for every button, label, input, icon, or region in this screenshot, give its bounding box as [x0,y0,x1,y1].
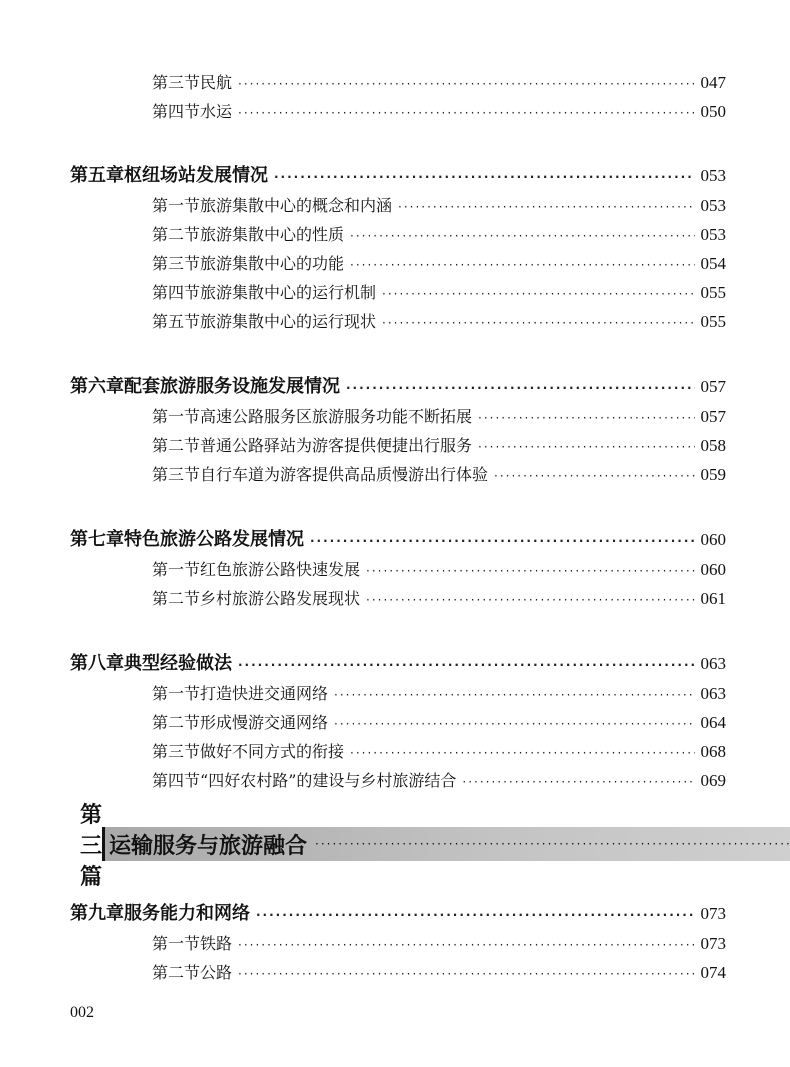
entry-number: 第三节 [152,73,201,92]
entry-page: 074 [700,963,726,982]
entry-page: 060 [700,560,726,579]
leader-dots [350,746,694,760]
entry-title: 典型经验做法 [124,653,232,674]
leader-dots [256,908,695,922]
entry-title: 自行车道为游客提供高品质慢游出行体验 [200,465,489,484]
leader-dots [238,106,694,120]
section-entry[interactable] [152,710,726,733]
section-entry[interactable] [152,99,726,122]
section-entry[interactable] [152,960,726,983]
section-entry[interactable] [152,222,726,245]
entry-number: 第七章 [70,529,124,550]
section-entry[interactable] [152,309,726,332]
entry-title: 旅游集散中心的功能 [200,254,345,273]
entry-page: 069 [700,771,726,790]
leader-dots [398,200,694,214]
footer-page-number: 002 [70,1004,94,1021]
chapter-entry[interactable] [70,649,726,675]
entry-title: 特色旅游公路发展情况 [124,529,304,550]
entry-number: 第三节 [152,742,201,761]
leader-dots [238,77,694,91]
section-entry[interactable] [152,251,726,274]
entry-number: 第四节 [152,283,201,302]
entry-title: 铁路 [200,934,233,953]
entry-page: 058 [700,436,726,455]
section-entry[interactable] [152,768,726,791]
entry-page: 054 [700,254,726,273]
section-entry[interactable] [152,681,726,704]
part-heading [70,801,730,890]
entry-page: 047 [700,73,726,92]
entry-title: 高速公路服务区旅游服务功能不断拓展 [200,407,473,426]
leader-dots [334,717,694,731]
entry-page: 059 [700,465,726,484]
leader-dots [334,688,694,702]
entry-page: 050 [700,102,726,121]
chapter-entry[interactable] [70,899,726,925]
leader-dots [310,534,695,548]
section-entry[interactable] [152,193,726,216]
entry-title: 红色旅游公路快速发展 [200,560,361,579]
entry-number: 第一节 [152,684,201,703]
entry-title: 公路 [200,963,233,982]
entry-number: 第二节 [152,225,201,244]
entry-page: 068 [700,742,726,761]
entry-number: 第五章 [70,165,124,186]
entry-number: 第二节 [152,589,201,608]
section-entry[interactable] [152,70,726,93]
entry-title: 旅游集散中心的概念和内涵 [200,196,393,215]
section-entry[interactable] [152,586,726,609]
entry-number: 第九章 [70,903,124,924]
entry-title: 旅游集散中心的性质 [200,225,345,244]
leader-dots [366,564,694,578]
entry-page: 053 [700,196,726,215]
entry-title: 水运 [200,102,233,121]
leader-dots [462,775,694,789]
entry-number: 第八章 [70,653,124,674]
entry-page: 053 [700,225,726,244]
entry-page: 063 [700,684,726,703]
leader-dots [382,287,694,301]
entry-title: 服务能力和网络 [124,903,250,924]
entry-title: 旅游集散中心的运行机制 [200,283,377,302]
entry-page: 057 [700,377,726,396]
section-entry[interactable] [152,404,726,427]
leader-dots [315,837,790,851]
entry-number: 第三节 [152,465,201,484]
entry-title: 做好不同方式的衔接 [200,742,345,761]
entry-number: 第一节 [152,407,201,426]
leader-dots [478,440,694,454]
section-entry[interactable] [152,280,726,303]
part-title-band [102,827,790,861]
entry-number: 第四节 [152,771,201,790]
entry-page: 064 [700,713,726,732]
entry-title: “四好农村路”的建设与乡村旅游结合 [200,771,457,790]
entry-title: 乡村旅游公路发展现状 [200,589,361,608]
entry-title: 民航 [200,73,233,92]
entry-number: 第二节 [152,963,201,982]
entry-title: 打造快进交通网络 [200,684,329,703]
leader-dots [346,381,695,395]
section-entry[interactable] [152,931,726,954]
entry-page: 055 [700,283,726,302]
section-entry[interactable] [152,739,726,762]
part-title: 运输服务与旅游融合 [109,832,308,859]
entry-number: 第一节 [152,196,201,215]
leader-dots [494,469,694,483]
entry-number: 第三节 [152,254,201,273]
entry-title: 配套旅游服务设施发展情况 [124,376,340,397]
entry-page: 061 [700,589,726,608]
leader-dots [382,316,694,330]
chapter-entry[interactable] [70,525,726,551]
leader-dots [238,658,695,672]
entry-number: 第五节 [152,312,201,331]
chapter-entry[interactable] [70,372,726,398]
leader-dots [274,170,695,184]
entry-page: 053 [700,166,726,185]
entry-page: 060 [700,530,726,549]
section-entry[interactable] [152,462,726,485]
entry-page: 057 [700,407,726,426]
part-number: 第三篇 [80,801,103,890]
entry-number: 第一节 [152,934,201,953]
entry-page: 063 [700,654,726,673]
entry-page: 055 [700,312,726,331]
entry-number: 第二节 [152,436,201,455]
entry-number: 第二节 [152,713,201,732]
entry-title: 普通公路驿站为游客提供便捷出行服务 [200,436,473,455]
leader-dots [366,593,694,607]
entry-title: 形成慢游交通网络 [200,713,329,732]
leader-dots [238,938,694,952]
entry-title: 枢纽场站发展情况 [124,165,268,186]
chapter-entry[interactable] [70,161,726,187]
entry-page: 073 [700,904,726,923]
entry-page: 073 [700,934,726,953]
entry-number: 第一节 [152,560,201,579]
entry-number: 第四节 [152,102,201,121]
leader-dots [350,229,694,243]
leader-dots [350,258,694,272]
entry-number: 第六章 [70,376,124,397]
entry-title: 旅游集散中心的运行现状 [200,312,377,331]
section-entry[interactable] [152,557,726,580]
leader-dots [238,967,694,981]
leader-dots [478,411,694,425]
section-entry[interactable] [152,433,726,456]
